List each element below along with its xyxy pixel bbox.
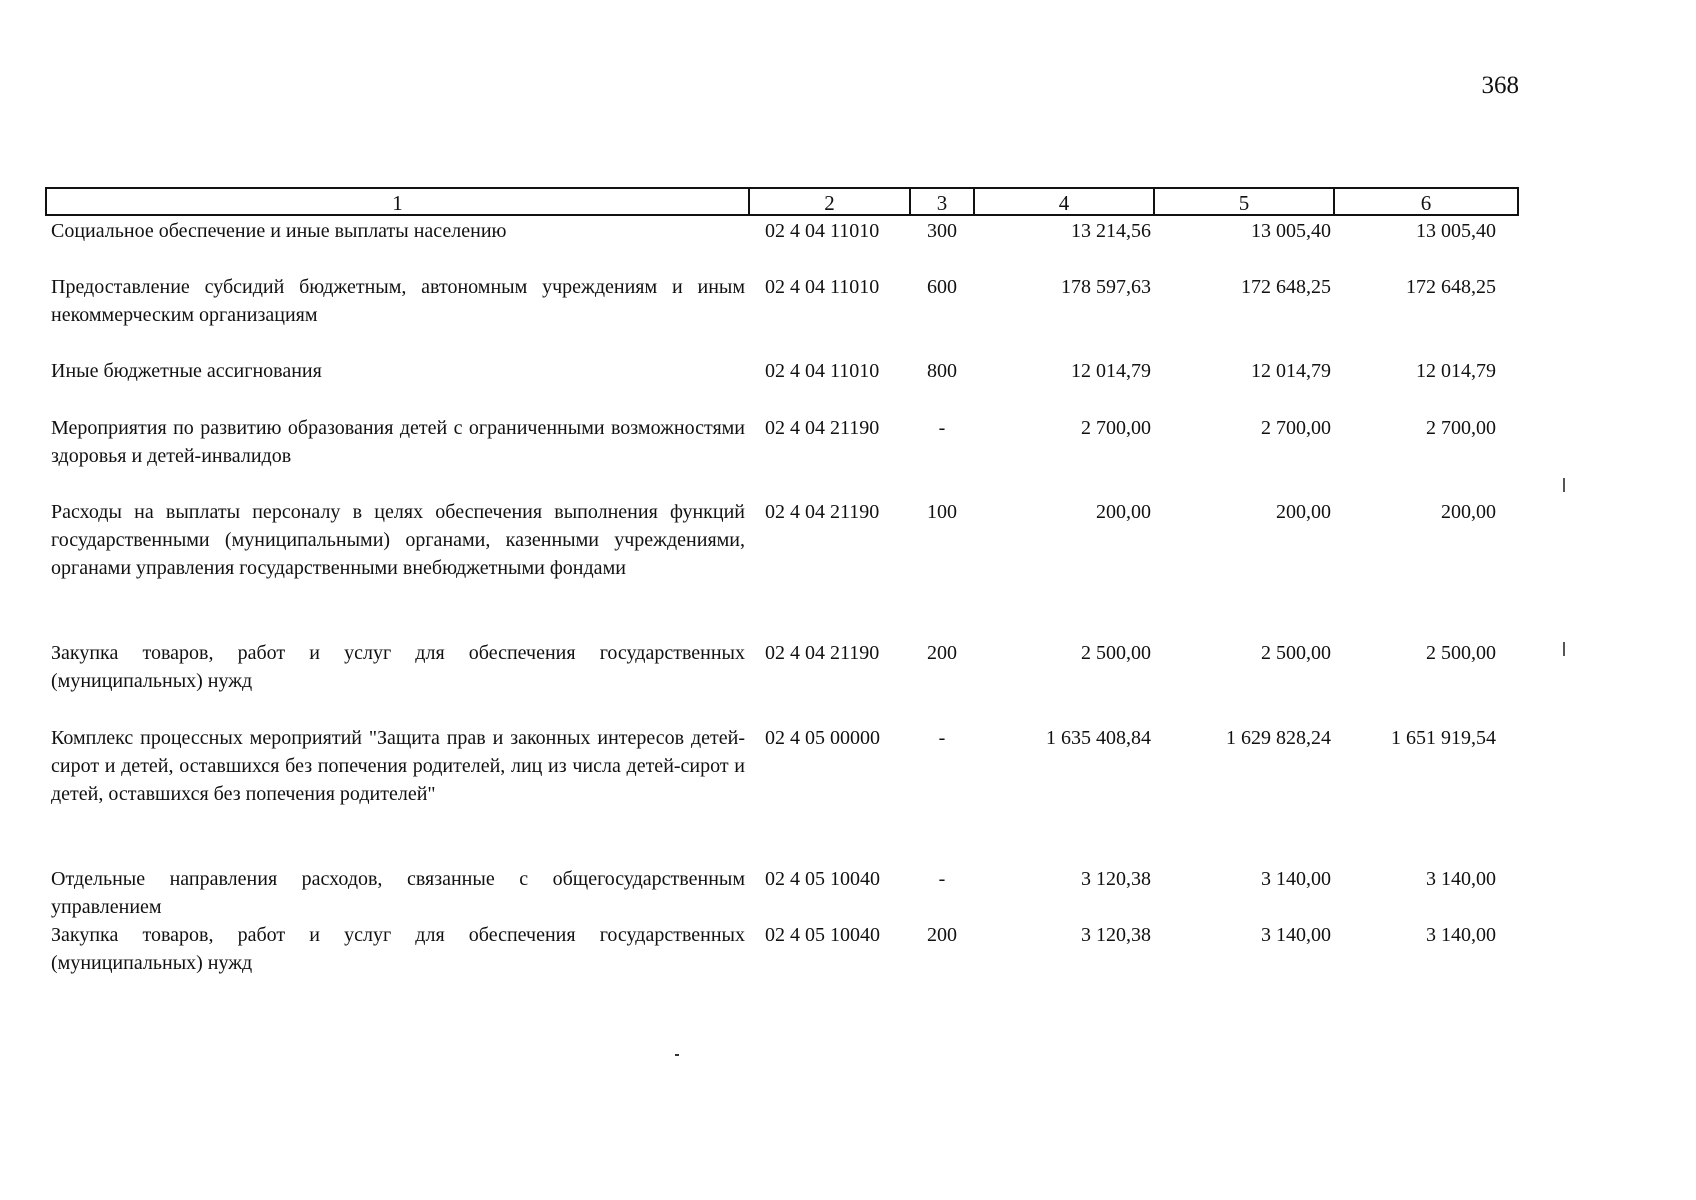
- row-value-col4: 3 120,38: [1081, 868, 1151, 890]
- row-code: 02 4 04 11010: [765, 360, 880, 382]
- row-value-col4: 178 597,63: [1061, 276, 1151, 298]
- column-header-5: 5: [1154, 188, 1334, 215]
- row-value-col4: 1 635 408,84: [1046, 727, 1151, 749]
- row-code: 02 4 04 21190: [765, 417, 880, 439]
- row-value-col6: 2 500,00: [1426, 642, 1496, 664]
- row-code: 02 4 05 00000: [765, 727, 880, 749]
- row-name: Закупка товаров, работ и услуг для обеспечения государственных (муниципальных) нужд: [51, 642, 745, 692]
- row-code: 02 4 04 11010: [765, 276, 880, 298]
- row-code: 02 4 04 21190: [765, 642, 880, 664]
- column-header-table: [45, 187, 1519, 216]
- row-name: Мероприятия по развитию образования детей с ограниченными возможностями здоровья и детей-инвалидов: [51, 417, 745, 467]
- row-value-col6: 12 014,79: [1416, 360, 1496, 382]
- row-value-col6: 1 651 919,54: [1391, 727, 1496, 749]
- row-expense-type: 200: [927, 642, 957, 664]
- row-value-col4: 2 500,00: [1081, 642, 1151, 664]
- row-expense-type: 300: [927, 220, 957, 242]
- page-number: 368: [1481, 72, 1519, 99]
- column-header-2: 2: [749, 188, 910, 215]
- row-expense-type: 200: [927, 924, 957, 946]
- row-value-col6: 200,00: [1441, 501, 1496, 523]
- column-header-6: 6: [1334, 188, 1518, 215]
- row-code: 02 4 05 10040: [765, 924, 880, 946]
- row-name: Социальное обеспечение и иные выплаты населению: [51, 220, 507, 242]
- row-value-col5: 172 648,25: [1241, 276, 1331, 298]
- row-value-col6: 2 700,00: [1426, 417, 1496, 439]
- row-value-col5: 13 005,40: [1251, 220, 1331, 242]
- row-code: 02 4 04 11010: [765, 220, 880, 242]
- scan-edge-mark: [1563, 642, 1565, 656]
- row-expense-type: 600: [927, 276, 957, 298]
- row-expense-type: -: [938, 727, 946, 749]
- row-expense-type: -: [938, 868, 946, 890]
- row-value-col5: 200,00: [1276, 501, 1331, 523]
- row-name: Предоставление субсидий бюджетным, автономным учреждениям и иным некоммерческим организациям: [51, 276, 745, 326]
- row-value-col6: 13 005,40: [1416, 220, 1496, 242]
- row-expense-type: 800: [927, 360, 957, 382]
- row-code: 02 4 04 21190: [765, 501, 880, 523]
- column-header-3: 3: [910, 188, 974, 215]
- row-value-col6: 172 648,25: [1406, 276, 1496, 298]
- row-value-col6: 3 140,00: [1426, 924, 1496, 946]
- row-value-col5: 2 500,00: [1261, 642, 1331, 664]
- row-value-col5: 3 140,00: [1261, 924, 1331, 946]
- row-expense-type: 100: [927, 501, 957, 523]
- row-value-col5: 12 014,79: [1251, 360, 1331, 382]
- column-header-4: 4: [974, 188, 1154, 215]
- column-header-1: 1: [46, 188, 749, 215]
- row-value-col5: 2 700,00: [1261, 417, 1331, 439]
- row-value-col4: 13 214,56: [1071, 220, 1151, 242]
- scan-edge-mark: [1563, 478, 1565, 492]
- row-value-col4: 200,00: [1096, 501, 1151, 523]
- row-value-col4: 2 700,00: [1081, 417, 1151, 439]
- row-value-col6: 3 140,00: [1426, 868, 1496, 890]
- row-value-col4: 12 014,79: [1071, 360, 1151, 382]
- row-name: Иные бюджетные ассигнования: [51, 360, 322, 382]
- row-expense-type: -: [938, 417, 946, 439]
- row-value-col4: 3 120,38: [1081, 924, 1151, 946]
- row-name: Закупка товаров, работ и услуг для обеспечения государственных (муниципальных) нужд: [51, 924, 745, 974]
- row-name: Комплекс процессных мероприятий "Защита прав и законных интересов детей-сирот и детей, оставшихся без попечения родителей, лиц из числа детей-сирот и детей, оставшихся без попечения родителей": [51, 727, 745, 805]
- row-name: Отдельные направления расходов, связанные с общегосударственным управлением: [51, 868, 745, 918]
- row-value-col5: 3 140,00: [1261, 868, 1331, 890]
- scan-speck: [675, 1054, 679, 1056]
- row-value-col5: 1 629 828,24: [1226, 727, 1331, 749]
- row-code: 02 4 05 10040: [765, 868, 880, 890]
- column-header-row: [46, 188, 1518, 215]
- row-name: Расходы на выплаты персоналу в целях обеспечения выполнения функций государственными (муниципальными) органами, казенными учреждениями, органами управления государственными внебюджетными фондами: [51, 501, 745, 579]
